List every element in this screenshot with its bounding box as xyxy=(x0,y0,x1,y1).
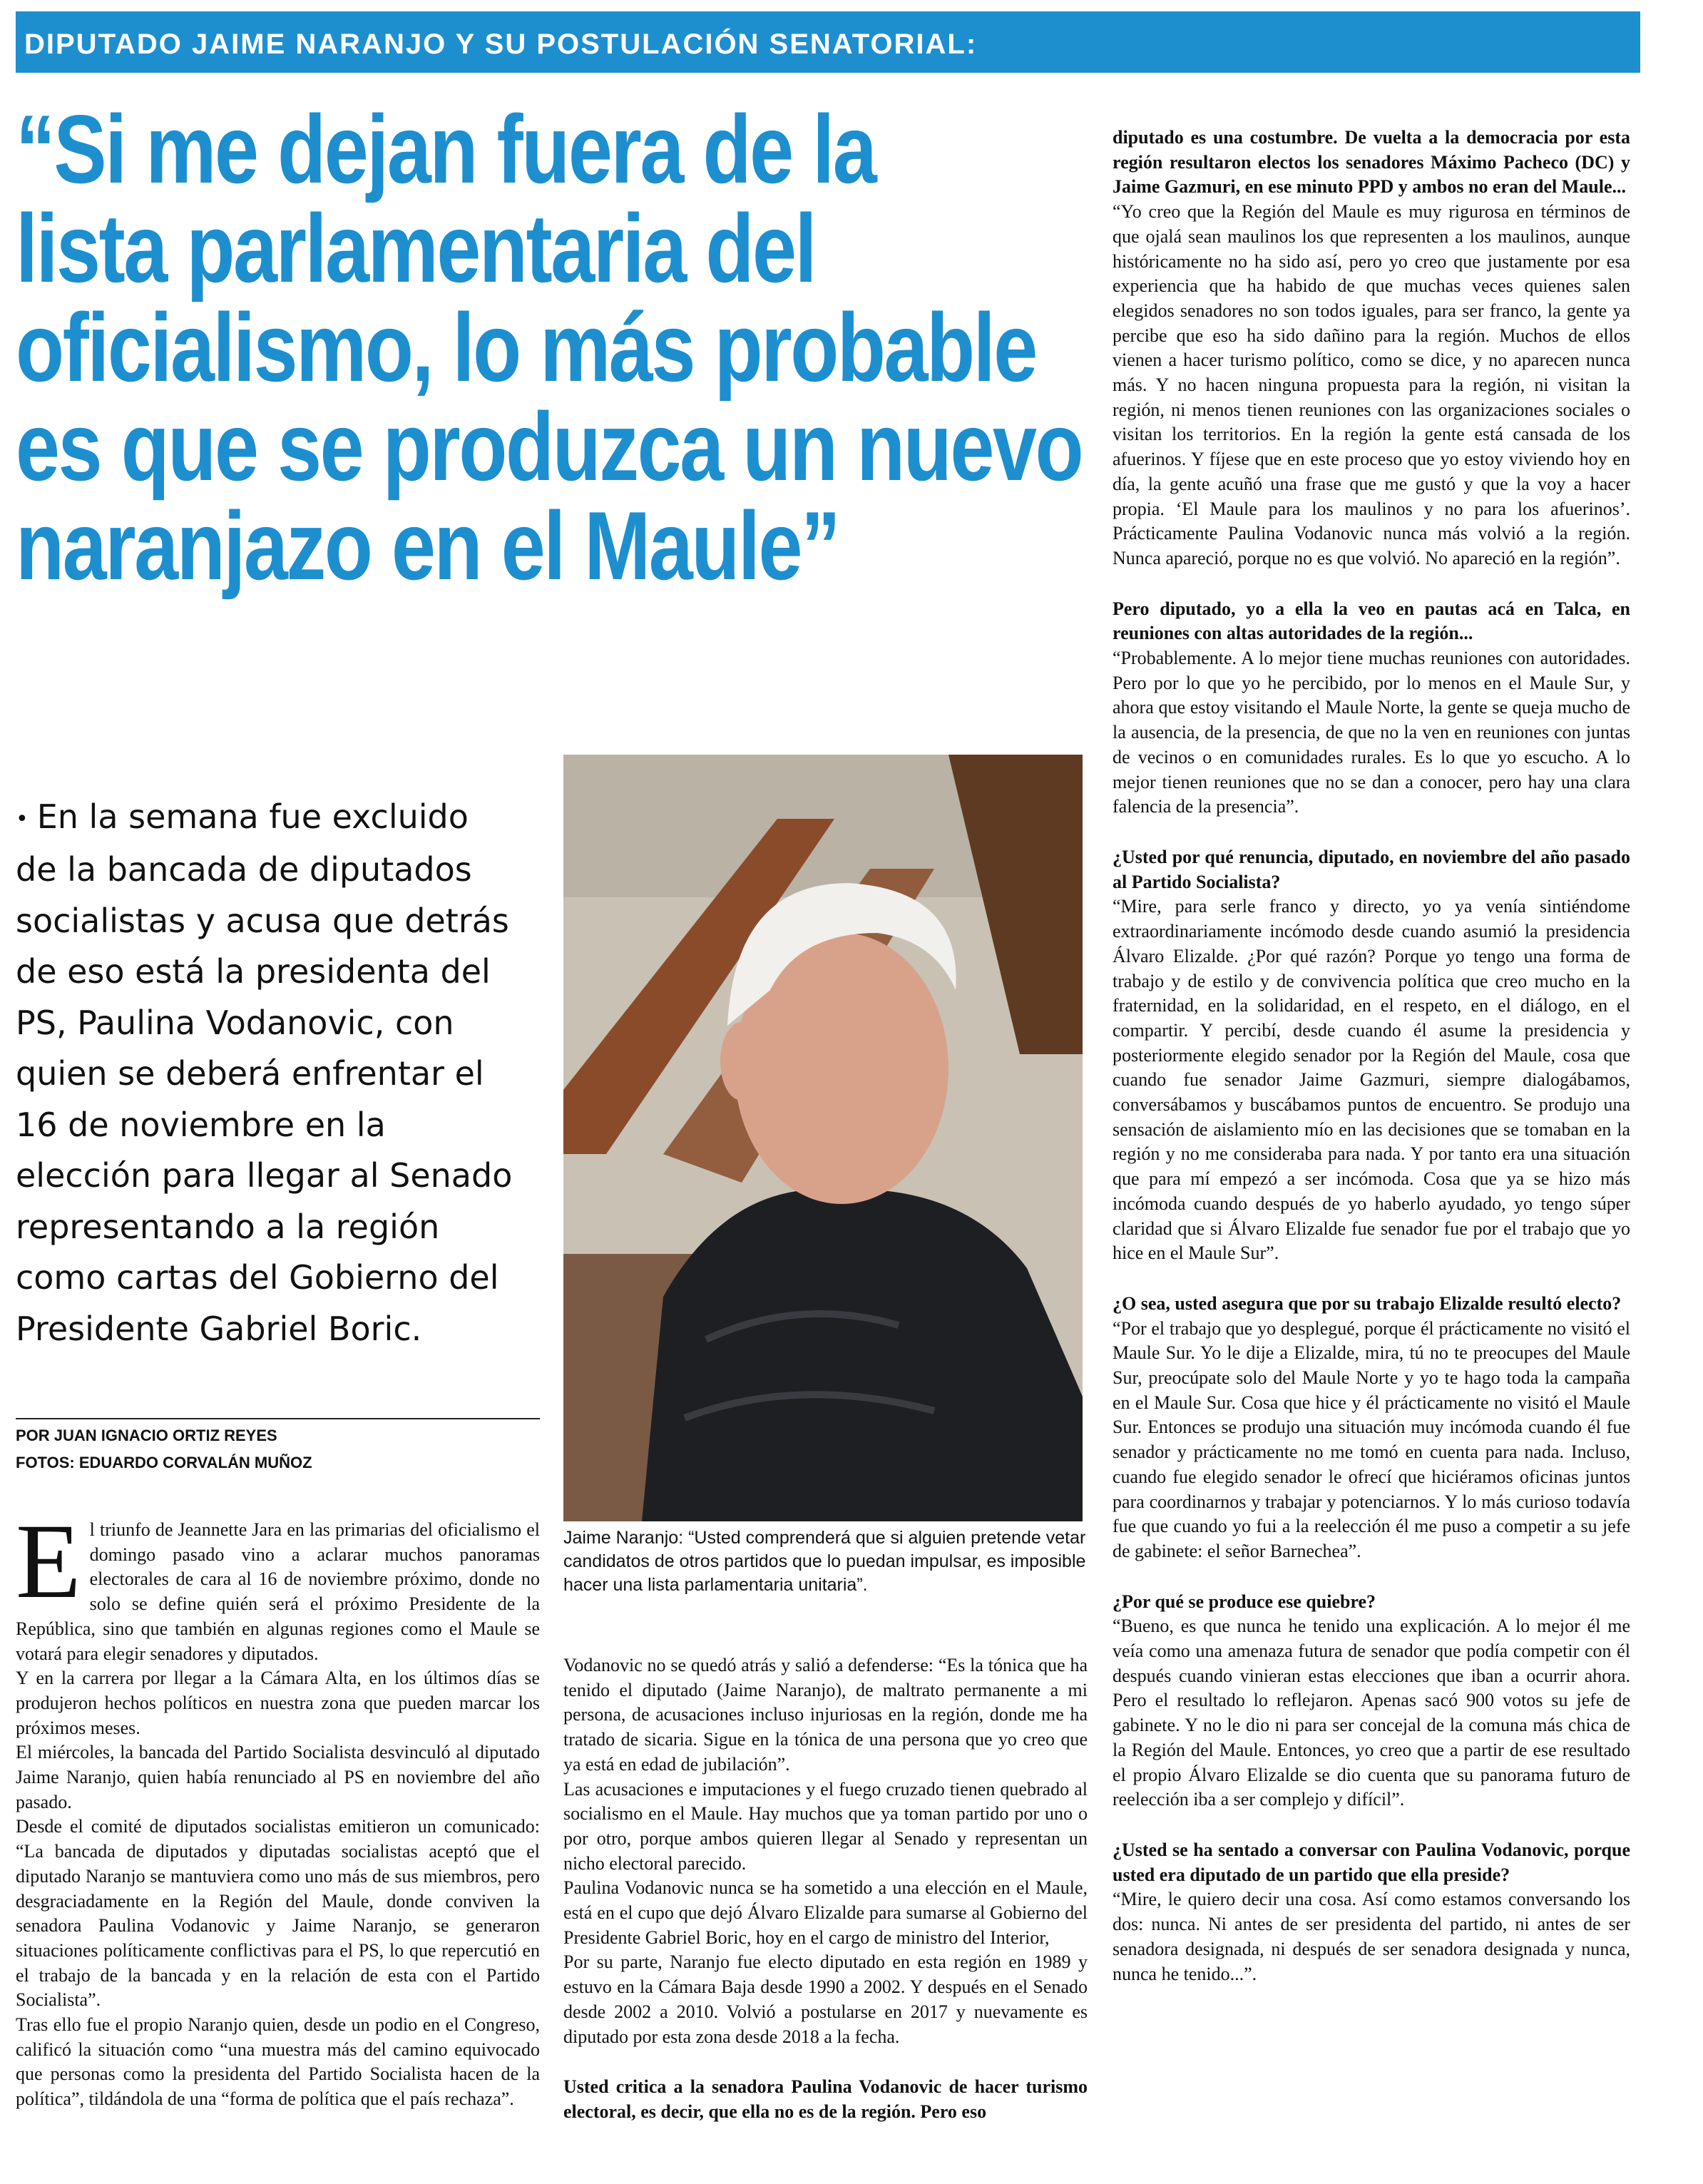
headline-line: oficialismo, lo más probable xyxy=(16,293,1036,402)
byline xyxy=(16,1418,540,1476)
interview-question: ¿Usted por qué renuncia, diputado, en noviembre del año pasado al Partido Socialista? xyxy=(1113,846,1630,892)
author-credit: POR JUAN IGNACIO ORTIZ REYES xyxy=(16,1427,277,1444)
body-paragraph: Tras ello fue el propio Naranjo quien, desde un podio en el Congreso, calificó la situación como “una muestra más del camino equivocado que personas como la presidenta del Partido Socialista hacen de la política”, tildándola de una “forma de política que el país rechaza”. xyxy=(16,2014,540,2110)
photo-caption: Jaime Naranjo: “Usted comprenderá que si alguien pretende vetar candidatos de otros partidos que lo puedan impulsar, es imposible hacer una lista parlamentaria unitaria”. xyxy=(563,1528,1086,1595)
bullet-icon: • xyxy=(16,806,29,832)
article-column-1 xyxy=(16,1502,540,2112)
interview-answer: “Bueno, es que nunca he tenido una explicación. A lo mejor él me veía como una amenaza futura de senador que podía competir con él después cuando vinieran estas elecciones que iban a ocurrir ahora. Pero el resultado lo reflejaron. Apenas sacó 900 votos su jefe de gabinete. Y no le dio ni para ser concejal de la comuna más chica de la Región del Maule. Entonces, yo creo que a partir de ese resultado el propio Álvaro Elizalde se dio cuenta que su panorama futuro de reelección iba a ser complejo y difícil”. xyxy=(1113,1616,1630,1810)
portrait-illustration xyxy=(563,755,1083,1521)
photo-credit: FOTOS: EDUARDO CORVALÁN MUÑOZ xyxy=(16,1454,312,1471)
interview-question: ¿O sea, usted asegura que por su trabajo Elizalde resultó electo? xyxy=(1113,1292,1622,1314)
body-paragraph: l triunfo de Jeannette Jara en las primarias del oficialismo el domingo pasado vino a aclarar muchos panoramas electorales de cara al 16 de noviembre próximo, donde no solo se define quién será el próximo Presidente de la República, sino que también en algunas regiones como el Maule se votará para elegir senadores y diputados. xyxy=(16,1519,540,1664)
interview-answer: “Mire, para serle franco y directo, yo ya venía sintiéndome extraordinariamente incómodo desde cuando asumió la presidencia Álvaro Elizalde. ¿Por qué razón? Porque yo tengo una forma de trabajo y de estilo y de convivencia política que creo mucho en la fraternidad, en la solidaridad, en el respeto, en el diálogo, en el compartir. Y percibí, desde cuando él asume la presidencia y posteriormente elegido senador por la Región del Maule, cosa que cuando fue senador Jaime Gazmuri, siempre dialogábamos, conversábamos y buscábamos puntos de encuentro. Se produjo una sensación de aislamiento mío en las decisiones que se tomaban en la región y no me consideraba para nada. Y por tanto era una situación que para mí empezó a ser incómoda. Cosa que ya se hizo más incómoda cuando después de yo haberlo ayudado, yo tengo súper claridad que si Álvaro Elizalde fue senador fue por el trabajo que yo hice en el Maule Sur”. xyxy=(1113,896,1630,1264)
interview-answer: “Por el trabajo que yo desplegué, porque él prácticamente no visitó el Maule Sur. Yo le dije a Elizalde, mira, tú no te preocupes del Maule Sur, preocúpate solo del Maule Norte y yo te hago toda la campaña en el Maule Sur. Cosa que hice y él prácticamente no visitó el Maule Sur. Entonces se produjo una situación muy incómoda cuando él fue senador y prácticamente no me tomó en cuenta para nada. Incluso, cuando fue elegido senador le ofrecí que hiciéramos oficinas juntos para coordinarnos y trabajar y potenciarnos. Y lo más curioso todavía fue que cuando yo fui a la reelección él me puso a competir a su jefe de gabinete: el señor Barnechea”. xyxy=(1113,1317,1630,1561)
interview-answer: “Yo creo que la Región del Maule es muy rigurosa en términos de que ojalá sean maulinos los que representen a los maulinos, aunque históricamente no ha sido así, pero yo creo que justamente por esa experiencia que ha habido de que muchas veces quienes salen elegidos senadores no son todos iguales, para ser franco, la gente ya percibe que eso ha sido dañino para la región. Muchos de ellos vienen a hacer turismo político, como se dice, y no aparecen nunca más. Y no hacen ninguna propuesta para la región, ni visitan la región, ni menos tienen reuniones con las organizaciones sociales o visitan los territorios. En la región la gente está cansada de los afuerinos. Y fíjese que en este proceso que yo estoy viviendo hoy en día, la gente acuñó una frase que me gustó y que la voy a hacer propia. ‘El Maule para los maulinos y no para los afuerinos’. Prácticamente Paulina Vodanovic nunca más volvió a la región. Nunca apareció, porque no es que volvió. No apareció en la región”. xyxy=(1113,201,1630,568)
headline xyxy=(16,95,1083,600)
interview-question: Pero diputado, yo a ella la veo en pautas acá en Talca, en reuniones con altas autoridades de la región... xyxy=(1113,598,1630,644)
interview-answer: “Probablemente. A lo mejor tiene muchas reuniones con autoridades. Pero por lo que yo he percibido, por lo menos en el Maule Sur, y ahora que estoy visitando el Maule Norte, la gente se queja mucho de la ausencia, de la presencia, de que no la ven en reuniones con juntas de vecinos o en comunidades rurales. Es lo que yo escucho. A lo mejor tienen reuniones que no se dan a conocer, pero hay una clara falencia de la presencia”. xyxy=(1113,648,1630,817)
body-paragraph: Las acusaciones e imputaciones y el fuego cruzado tienen quebrado al socialismo en el Maule. Hay muchos que ya toman partido por uno o por otro, porque ambos quieren llegar al Senado y representan un nicho electoral parecido. xyxy=(563,1778,1088,1874)
interview-answer: “Mire, le quiero decir una cosa. Así como estamos conversando los dos: nunca. Ni antes de ser presidenta del partido, ni antes de ser senadora designada, ni después de ser senadora designada y nunca, nunca he tenido...”. xyxy=(1113,1889,1630,1984)
body-paragraph: Desde el comité de diputados socialistas emitieron un comunicado: “La bancada de diputados y diputadas socialistas aceptó que el diputado Naranjo se mantuviera como uno más de sus miembros, pero desgraciadamente en la Región del Maule, donde conviven la senadora Paulina Vodanovic y Jaime Naranjo, se generaron situaciones políticamente conflictivas para el PS, lo que repercutió en el trabajo de la bancada y en la relación de esta con el Partido Socialista”. xyxy=(16,1816,540,2011)
body-paragraph: Vodanovic no se quedó atrás y salió a defenderse: “Es la tónica que ha tenido el diputado (Jaime Naranjo), de maltrato permanente a mi persona, de acusaciones incluso injuriosas en la región, donde me ha tratado de sicaria. Sigue en la tónica de una persona que yo creo que ya está en edad de jubilación”. xyxy=(563,1655,1088,1775)
interview-question: diputado es una costumbre. De vuelta a la democracia por esta región resultaron electos los senadores Máximo Pacheco (DC) y Jaime Gazmuri, en ese minuto PPD y ambos no eran del Maule... xyxy=(1113,127,1630,198)
interview-question: ¿Usted se ha sentado a conversar con Paulina Vodanovic, porque usted era diputado de un partido que ella preside? xyxy=(1113,1839,1630,1885)
drop-cap: E xyxy=(16,1502,81,1621)
body-paragraph: Por su parte, Naranjo fue electo diputado en esta región en 1989 y estuvo en la Cámara Baja desde 1990 a 2002. Y después en el Senado desde 2002 a 2010. Volvió a postularse en 2017 y nuevamente es diputado por esta zona desde 2018 a la fecha. xyxy=(563,1951,1088,2047)
headline-line: “Si me dejan fuera de la xyxy=(16,95,876,203)
lead-summary xyxy=(16,792,515,1354)
headline-line: lista parlamentaria del xyxy=(16,194,816,302)
article-column-3 xyxy=(1113,126,1630,1986)
body-paragraph: Paulina Vodanovic nunca se ha sometido a una elección en el Maule, está en el cupo que dejó Álvaro Elizalde para sumarse al Gobierno del Presidente Gabriel Boric, hoy en el cargo de ministro del Interior, xyxy=(563,1877,1088,1948)
article-column-2 xyxy=(563,1653,1088,2125)
interview-question: Usted critica a la senadora Paulina Vodanovic de hacer turismo electoral, es decir, que ella no es de la región. Pero eso xyxy=(563,2076,1088,2122)
body-paragraph: El miércoles, la bancada del Partido Socialista desvinculó al diputado Jaime Naranjo, quien había renunciado al PS en noviembre del año pasado. xyxy=(16,1742,540,1812)
portrait-photo xyxy=(563,755,1083,1521)
photo-ear xyxy=(720,1022,763,1101)
headline-line: es que se produzca un nuevo xyxy=(16,392,1083,501)
banner-kicker: DIPUTADO JAIME NARANJO Y SU POSTULACIÓN SENATORIAL: xyxy=(24,29,978,60)
headline-line: naranjazo en el Maule” xyxy=(16,491,839,600)
body-paragraph: Y en la carrera por llegar a la Cámara Alta, en los últimos días se produjeron hechos políticos en nuestra zona que pueden marcar los próximos meses. xyxy=(16,1668,540,1738)
lead-text: En la semana fue excluido de la bancada de diputados socialistas y acusa que detrás de eso está la presidenta del PS, Paulina Vodanovic, con quien se deberá enfrentar el 16 de noviembre en la elección para llegar al Senado representando a la región como cartas del Gobierno del Presidente Gabriel Boric. xyxy=(16,797,513,1348)
interview-question: ¿Por qué se produce ese quiebre? xyxy=(1113,1591,1376,1612)
